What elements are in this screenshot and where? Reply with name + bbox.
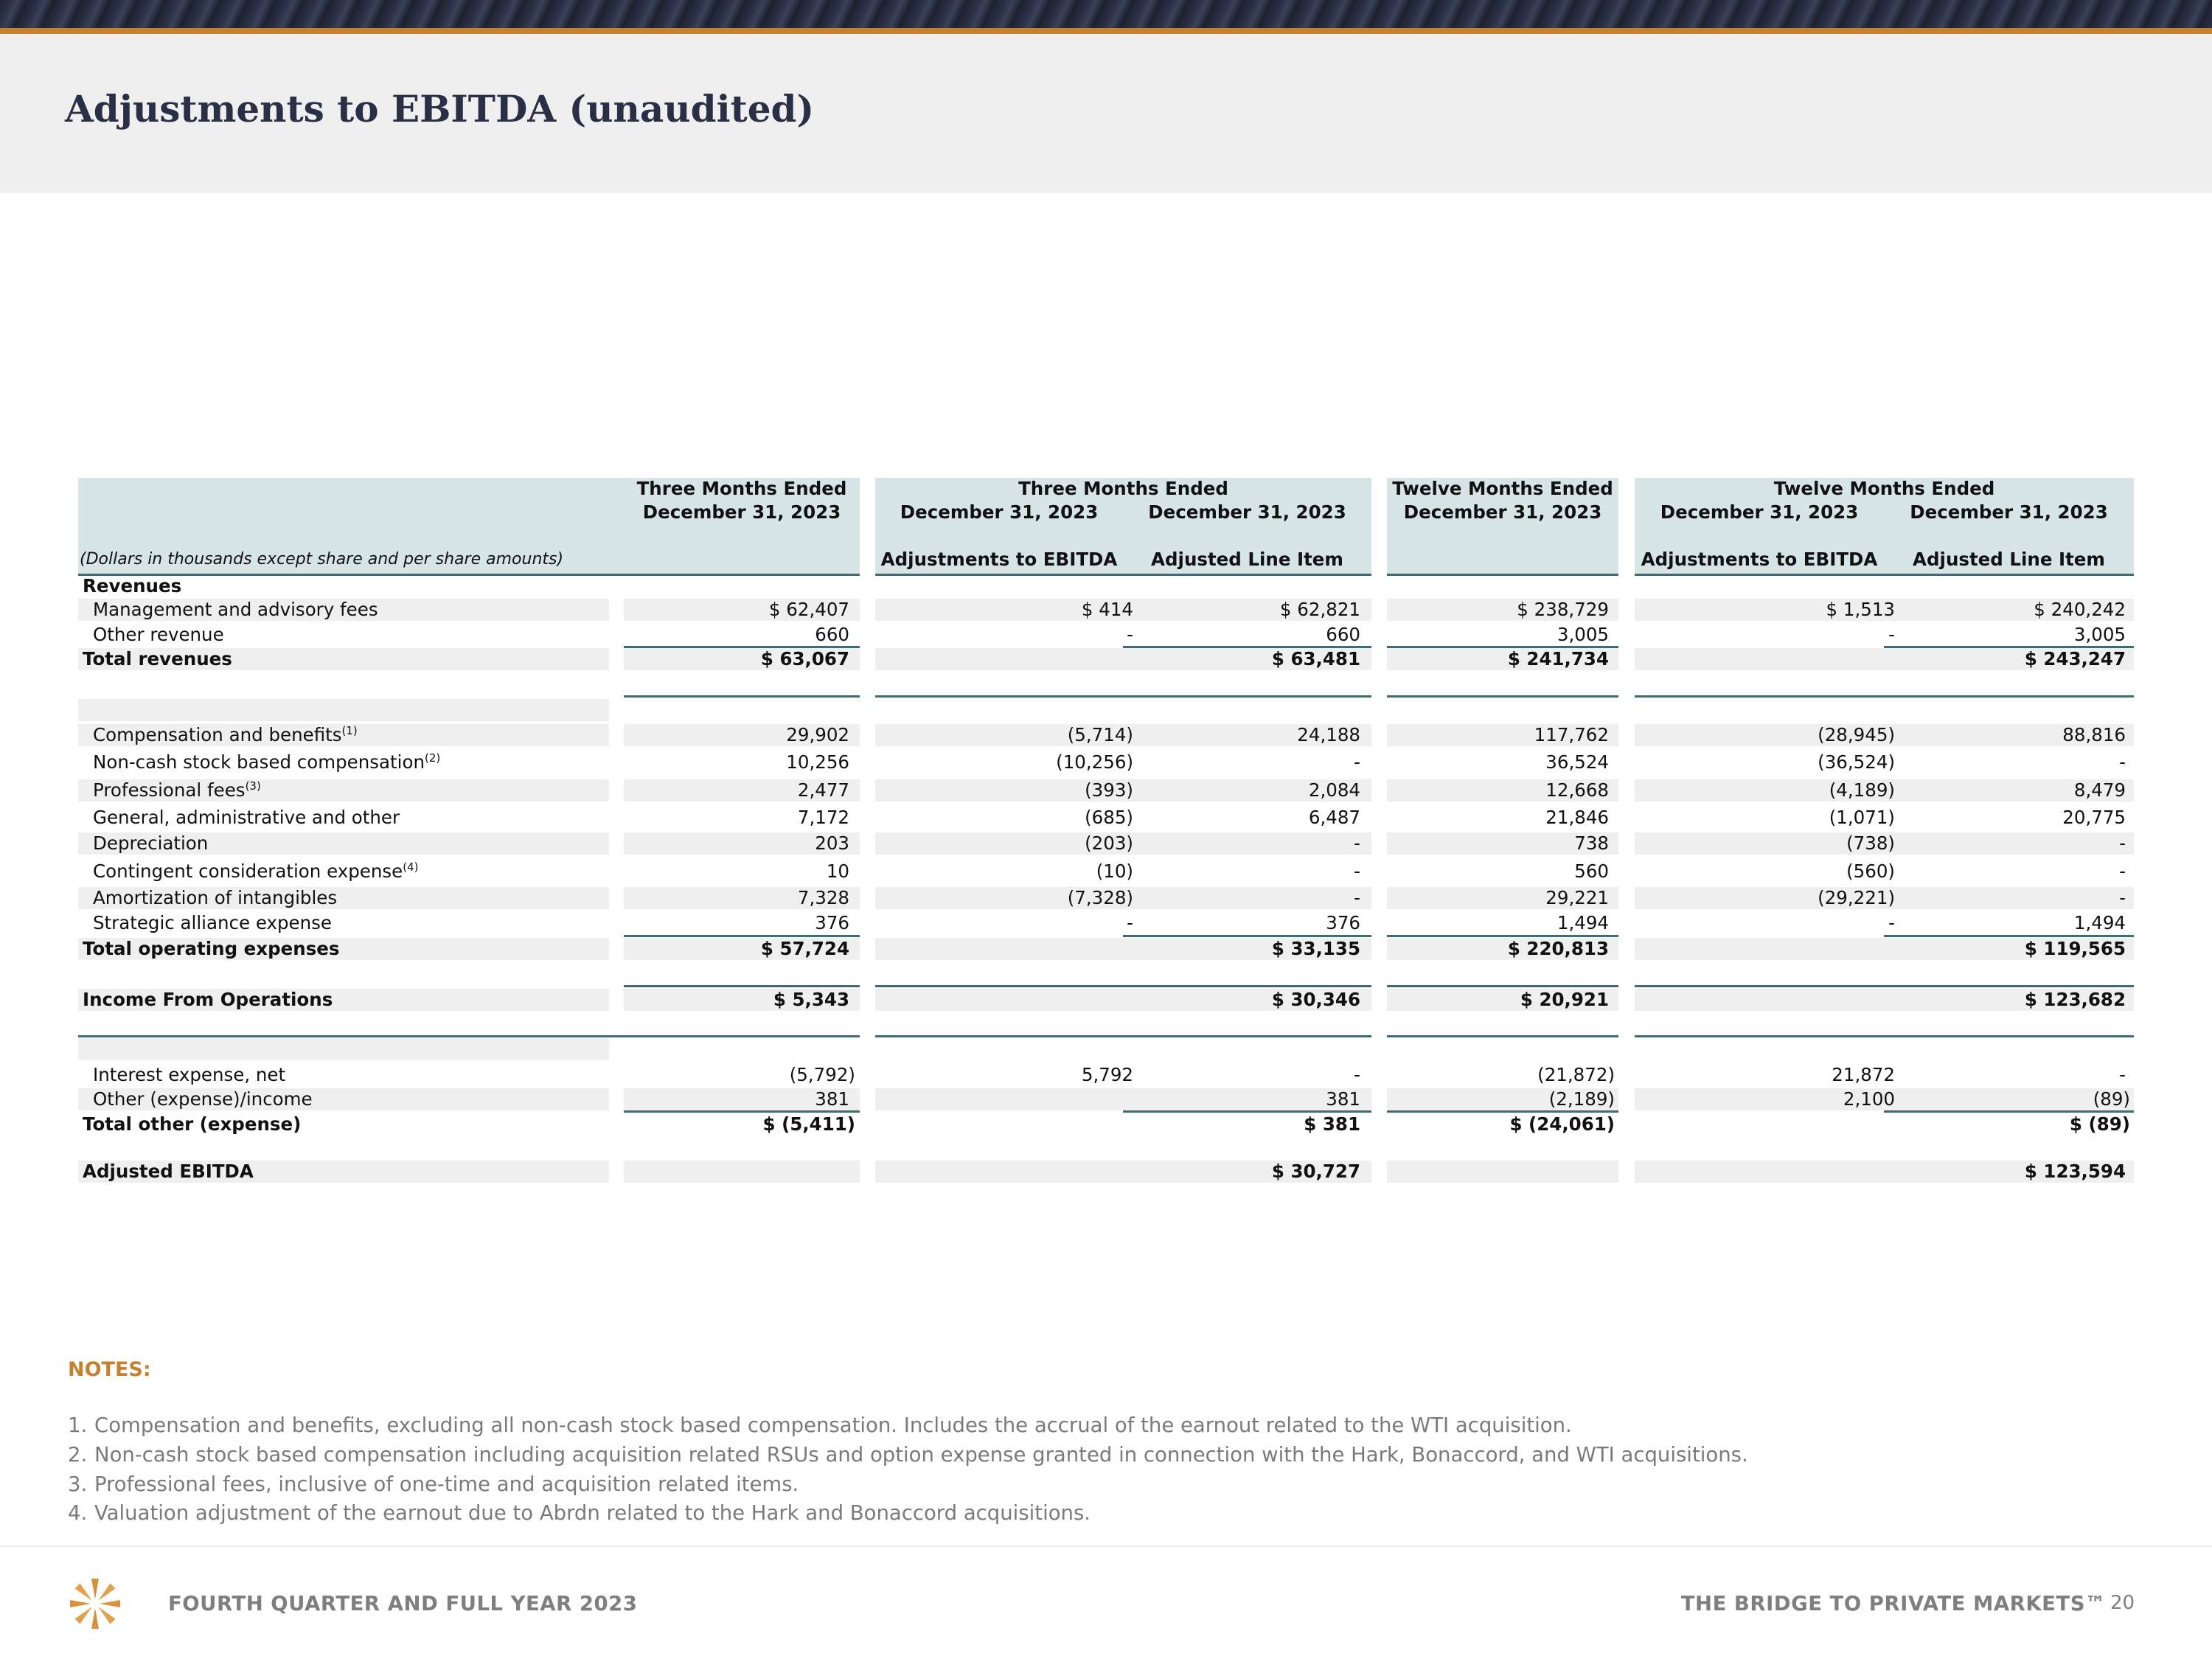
row-shade xyxy=(1387,1161,1618,1183)
col1-header-line2: December 31, 2023 xyxy=(642,501,841,523)
value-cell: (7,328) xyxy=(1067,887,1133,908)
value-cell: - xyxy=(2119,832,2126,854)
note-text: Valuation adjustment of the earnout due to Abrdn related to the Hark and Bonaccord acquisitions. xyxy=(94,1501,1091,1525)
value-cell: $ 63,481 xyxy=(1271,648,1360,669)
section-revenues: Revenues xyxy=(83,575,182,597)
col3-header-line3: Adjusted Line Item xyxy=(1151,549,1343,570)
value-cell: - xyxy=(1127,624,1133,645)
total-rule xyxy=(1123,1110,1371,1113)
value-cell: (560) xyxy=(1846,860,1895,882)
value-cell: 21,846 xyxy=(1545,807,1609,828)
value-cell: - xyxy=(1888,912,1895,933)
note-number: 4. xyxy=(68,1501,88,1525)
value-cell: - xyxy=(1354,832,1360,854)
value-cell: (4,189) xyxy=(1829,779,1895,801)
value-cell: (738) xyxy=(1846,832,1895,854)
total-row-label xyxy=(83,989,333,1011)
value-cell: 10,256 xyxy=(786,751,849,773)
value-cell: $ 30,727 xyxy=(1271,1161,1360,1182)
value-cell: $ 62,407 xyxy=(768,599,849,620)
row-label-text: Income From Operations xyxy=(83,989,333,1010)
col5-header-line2: December 31, 2023 xyxy=(1660,501,1859,523)
total-rule xyxy=(1635,985,2134,987)
row-label-text: Management and advisory fees xyxy=(93,599,378,620)
value-cell: 381 xyxy=(815,1088,849,1110)
row-label-text: Strategic alliance expense xyxy=(93,912,332,933)
value-cell: 20,775 xyxy=(2062,807,2126,828)
footer-divider xyxy=(0,1545,2212,1547)
page-title: Adjustments to EBITDA (unaudited) xyxy=(65,87,815,131)
value-cell: (10) xyxy=(1096,860,1133,882)
row-label xyxy=(93,724,358,746)
total-rule xyxy=(624,935,860,937)
note-text: Non-cash stock based compensation including acquisition related RSUs and option expense granted in connection with the Hark, Bonaccord, and WTI acquisitions. xyxy=(94,1443,1748,1467)
value-cell: 2,084 xyxy=(1308,779,1360,801)
value-cell: $ (89) xyxy=(2069,1113,2130,1135)
value-cell: (21,872) xyxy=(1537,1064,1615,1085)
col4-header-line1: Twelve Months Ended xyxy=(1392,478,1613,499)
header-rule xyxy=(875,574,1371,576)
value-cell: 2,477 xyxy=(797,779,849,801)
value-cell: $ 119,565 xyxy=(2024,938,2126,959)
value-cell: 3,005 xyxy=(1557,624,1609,645)
row-label xyxy=(93,860,418,883)
page-number: 20 xyxy=(2110,1592,2135,1614)
value-cell: - xyxy=(2119,1064,2126,1085)
total-rule xyxy=(1884,1110,2134,1113)
note-item xyxy=(68,1472,799,1496)
value-cell: 660 xyxy=(815,624,849,645)
row-label-text: Non-cash stock based compensation xyxy=(93,751,425,773)
value-cell: (685) xyxy=(1085,807,1133,828)
total-rule xyxy=(1123,935,1371,937)
value-cell: 2,100 xyxy=(1843,1088,1895,1110)
total-rule xyxy=(1387,1110,1618,1113)
row-label-text: Other (expense)/income xyxy=(93,1088,313,1110)
value-cell: 381 xyxy=(1326,1088,1360,1110)
row-label-text: Interest expense, net xyxy=(93,1064,286,1085)
value-cell: 7,172 xyxy=(797,807,849,828)
value-cell: 12,668 xyxy=(1545,779,1609,801)
footer-tagline: THE BRIDGE TO PRIVATE MARKETS™ xyxy=(1680,1592,2106,1615)
total-rule xyxy=(1387,695,1618,698)
note-number: 1. xyxy=(68,1413,88,1437)
value-cell: $ 1,513 xyxy=(1826,599,1895,620)
row-label-text: Amortization of intangibles xyxy=(93,887,338,908)
total-row-label xyxy=(83,1161,254,1183)
value-cell: - xyxy=(2119,860,2126,882)
row-label-text: General, administrative and other xyxy=(93,807,400,828)
value-cell: (89) xyxy=(2093,1088,2130,1110)
row-label-text: Depreciation xyxy=(93,832,209,854)
value-cell: 29,221 xyxy=(1545,887,1609,908)
footnote-marker: (3) xyxy=(245,779,261,793)
value-cell: - xyxy=(1354,751,1360,773)
row-label-text: Contingent consideration expense xyxy=(93,860,403,882)
row-label-text: Other revenue xyxy=(93,624,224,645)
value-cell: 88,816 xyxy=(2062,724,2126,745)
row-label xyxy=(93,751,440,773)
total-rule xyxy=(1884,935,2134,937)
note-number: 2. xyxy=(68,1443,88,1467)
note-number: 3. xyxy=(68,1472,88,1496)
col3-header-line2: December 31, 2023 xyxy=(1148,501,1346,523)
row-label xyxy=(93,832,208,855)
header-rule xyxy=(1635,574,2134,576)
notes-title: NOTES: xyxy=(68,1358,151,1381)
total-rule xyxy=(1635,1035,2134,1037)
value-cell: $ 414 xyxy=(1081,599,1133,620)
value-cell: $ (5,411) xyxy=(762,1113,855,1135)
value-cell: $ 243,247 xyxy=(2024,648,2126,669)
total-rule xyxy=(875,1035,1371,1037)
total-rule xyxy=(875,985,1371,987)
value-cell: 738 xyxy=(1574,832,1609,854)
value-cell: $ 63,067 xyxy=(760,648,849,669)
value-cell: - xyxy=(1354,1064,1360,1085)
value-cell: $ 241,734 xyxy=(1507,648,1609,669)
value-cell: 3,005 xyxy=(2073,624,2126,645)
value-cell: $ 238,729 xyxy=(1517,599,1609,620)
value-cell: $ 20,921 xyxy=(1520,989,1609,1010)
row-label-text: Total operating expenses xyxy=(83,938,340,959)
value-cell: 10 xyxy=(826,860,849,882)
value-cell: $ (24,061) xyxy=(1509,1113,1615,1135)
value-cell: 21,872 xyxy=(1832,1064,1895,1085)
note-item xyxy=(68,1443,1748,1467)
value-cell: (29,221) xyxy=(1818,887,1895,908)
value-cell: 117,762 xyxy=(1534,724,1609,745)
total-rule xyxy=(1387,1035,1618,1037)
row-label xyxy=(93,624,224,646)
value-cell: 6,487 xyxy=(1308,807,1360,828)
row-label xyxy=(93,599,378,621)
col2-header-line2: December 31, 2023 xyxy=(900,501,1099,523)
value-cell: 203 xyxy=(815,832,849,854)
value-cell: $ 30,346 xyxy=(1271,989,1360,1010)
total-row-label xyxy=(83,1113,301,1135)
value-cell: 24,188 xyxy=(1297,724,1360,745)
total-rule xyxy=(875,695,1371,698)
total-row-label xyxy=(83,648,232,670)
group5-header: Twelve Months Ended xyxy=(1773,478,1995,499)
row-shade xyxy=(78,1038,609,1060)
header-rule xyxy=(78,574,860,576)
value-cell: $ 123,594 xyxy=(2024,1161,2126,1182)
company-logo-icon xyxy=(68,1576,122,1631)
note-text: Professional fees, inclusive of one-time and acquisition related items. xyxy=(94,1472,799,1496)
value-cell: (393) xyxy=(1085,779,1133,801)
footnote-marker: (2) xyxy=(424,751,441,765)
total-rule xyxy=(1387,935,1618,937)
top-decorative-band xyxy=(0,0,2212,28)
footnote-marker: (1) xyxy=(341,723,358,737)
note-item xyxy=(68,1501,1091,1525)
value-cell: $ 57,724 xyxy=(760,938,849,959)
total-rule xyxy=(624,1110,860,1113)
row-label-text: Professional fees xyxy=(93,779,246,801)
value-cell: $ 123,682 xyxy=(2024,989,2126,1010)
value-cell: - xyxy=(1888,624,1895,645)
col4-header-line2: December 31, 2023 xyxy=(1403,501,1602,523)
row-shade xyxy=(875,1088,1371,1110)
group2-header: Three Months Ended xyxy=(1018,478,1228,499)
row-label-text: Total revenues xyxy=(83,648,232,669)
value-cell: 7,328 xyxy=(797,887,849,908)
value-cell: 1,494 xyxy=(1557,912,1609,933)
row-label xyxy=(93,1088,313,1110)
value-cell: (5,714) xyxy=(1067,724,1133,745)
value-cell: 5,792 xyxy=(1081,1064,1133,1085)
total-rule xyxy=(78,1035,860,1037)
total-rule xyxy=(1635,695,2134,698)
note-item xyxy=(68,1413,1572,1437)
row-label xyxy=(93,912,332,934)
value-cell: - xyxy=(1127,912,1133,933)
row-label xyxy=(93,779,261,801)
value-cell: - xyxy=(2119,887,2126,908)
value-cell: $ 220,813 xyxy=(1507,938,1609,959)
col2-header-line3: Adjustments to EBITDA xyxy=(880,549,1118,570)
row-label xyxy=(93,807,400,829)
footnote-marker: (4) xyxy=(403,860,419,874)
row-label-text: Adjusted EBITDA xyxy=(83,1161,254,1182)
total-rule xyxy=(1387,985,1618,987)
footer-report-title: FOURTH QUARTER AND FULL YEAR 2023 xyxy=(168,1592,638,1615)
total-rule xyxy=(624,695,860,698)
value-cell: (36,524) xyxy=(1818,751,1895,773)
top-accent-stripe xyxy=(0,28,2212,34)
value-cell: 36,524 xyxy=(1545,751,1609,773)
value-cell: - xyxy=(2119,751,2126,773)
value-cell: 660 xyxy=(1326,624,1360,645)
value-cell: 376 xyxy=(1326,912,1360,933)
value-cell: $ 381 xyxy=(1304,1113,1360,1135)
value-cell: 8,479 xyxy=(2073,779,2126,801)
value-cell: (203) xyxy=(1085,832,1133,854)
value-cell: 1,494 xyxy=(2073,912,2126,933)
value-cell: 560 xyxy=(1574,860,1609,882)
col5-header-line3: Adjustments to EBITDA xyxy=(1641,549,1878,570)
note-text: Compensation and benefits, excluding all non-cash stock based compensation. Includes the accrual of the earnout related to the WTI acquisition. xyxy=(94,1413,1572,1437)
row-label-text: Total other (expense) xyxy=(83,1113,302,1135)
value-cell: $ 5,343 xyxy=(773,989,849,1010)
total-rule xyxy=(624,985,860,987)
col1-header-line1: Three Months Ended xyxy=(636,478,847,499)
value-cell: - xyxy=(1354,860,1360,882)
row-label-text: Compensation and benefits xyxy=(93,724,342,745)
row-shade xyxy=(624,1161,860,1183)
units-note: (Dollars in thousands except share and per share amounts) xyxy=(80,550,564,568)
header-rule xyxy=(1387,574,1618,576)
value-cell: (1,071) xyxy=(1829,807,1895,828)
row-label xyxy=(93,1064,285,1086)
value-cell: (28,945) xyxy=(1818,724,1895,745)
value-cell: (10,256) xyxy=(1056,751,1133,773)
row-label xyxy=(93,887,337,909)
value-cell: 376 xyxy=(815,912,849,933)
col6-header-line3: Adjusted Line Item xyxy=(1913,549,2105,570)
value-cell: $ 240,242 xyxy=(2034,599,2126,620)
value-cell: - xyxy=(1354,887,1360,908)
value-cell: (2,189) xyxy=(1548,1088,1615,1110)
value-cell: $ 33,135 xyxy=(1271,938,1360,959)
row-shade xyxy=(78,699,609,721)
col6-header-line2: December 31, 2023 xyxy=(1910,501,2108,523)
value-cell: $ 62,821 xyxy=(1279,599,1360,620)
value-cell: 29,902 xyxy=(786,724,849,745)
total-row-label xyxy=(83,938,339,960)
value-cell: (5,792) xyxy=(789,1064,855,1085)
